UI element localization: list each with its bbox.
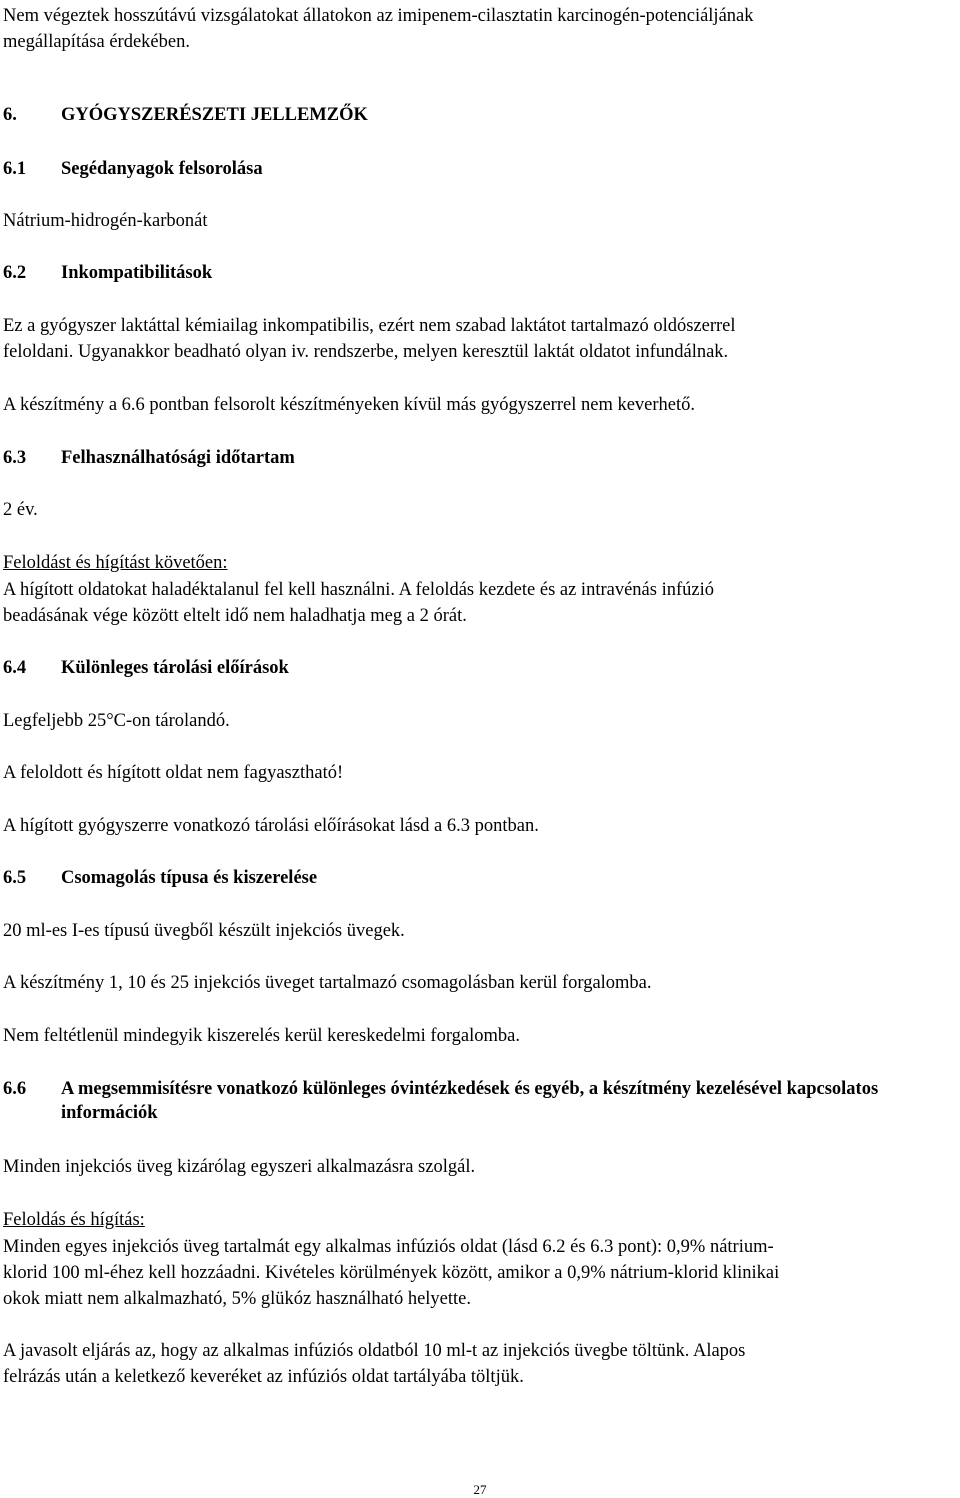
paragraph-line: klorid 100 ml-éhez kell hozzáadni. Kivételes körülmények között, amikor a 0,9% nátrium-klorid klinikai [3,1263,780,1283]
paragraph-line: feloldani. Ugyanakkor beadható olyan iv. rendszerbe, melyen keresztül laktát oldatot infundálnak. [3,342,729,362]
section-title: A megsemmisítésre vonatkozó különleges óvintézkedések és egyéb, a készítmény kezelésével kapcsolatos információk [61,1079,879,1123]
paragraph-line: A feloldott és hígított oldat nem fagyasztható! [3,763,344,783]
section-number: 6.4 [3,658,27,678]
section-6-heading [3,103,368,127]
paragraph-line: Nem feltétlenül mindegyik kiszerelés kerül kereskedelmi forgalomba. [3,1026,520,1046]
section-title: Csomagolás típusa és kiszerelése [61,868,318,888]
intro-line-1: Nem végeztek hosszútávú vizsgálatokat állatokon az imipenem-cilasztatin karcinogén-potenciáljának [3,6,754,26]
paragraph-line: A készítmény 1, 10 és 25 injekciós üveget tartalmazó csomagolásban kerül forgalomba. [3,973,652,993]
intro-line-2: megállapítása érdekében. [3,32,190,52]
paragraph-line: Minden egyes injekciós üveg tartalmát egy alkalmas infúziós oldat (lásd 6.2 és 6.3 pont): 0,9% nátrium- [3,1237,774,1257]
paragraph-line: A készítmény a 6.6 pontban felsorolt készítményeken kívül más gyógyszerrel nem keverhető. [3,395,696,415]
paragraph-line: A javasolt eljárás az, hogy az alkalmas infúziós oldatból 10 ml-t az injekciós üvegbe töltünk. Alapos [3,1341,746,1361]
section-number: 6.5 [3,868,27,888]
paragraph-line: Legfeljebb 25°C-on tárolandó. [3,711,230,731]
section-6-6-heading [3,1077,957,1125]
page-number: 27 [473,1482,487,1497]
section-6-5-heading [3,866,317,890]
paragraph-line: felrázás után a keletkező keveréket az infúziós oldat tartályába töltjük. [3,1367,524,1387]
section-title: GYÓGYSZERÉSZETI JELLEMZŐK [61,105,368,125]
paragraph-line: beadásának vége között eltelt idő nem haladhatja meg a 2 órát. [3,606,467,626]
shelf-life-text: 2 év. [3,500,38,520]
section-title: Különleges tárolási előírások [61,658,289,678]
section-title: Inkompatibilitások [61,263,213,283]
section-title: Felhasználhatósági időtartam [61,448,295,468]
section-title: Segédanyagok felsorolása [61,159,263,179]
section-number: 6.2 [3,263,27,283]
paragraph-line: Minden injekciós üveg kizárólag egyszeri alkalmazásra szolgál. [3,1157,476,1177]
section-number: 6.6 [3,1079,27,1099]
excipient-text: Nátrium-hidrogén-karbonát [3,211,208,231]
section-6-1-heading [3,157,263,181]
section-6-3-heading [3,446,295,470]
section-number: 6.3 [3,448,27,468]
paragraph-line: A hígított gyógyszerre vonatkozó tárolási előírásokat lásd a 6.3 pontban. [3,816,539,836]
section-6-4-heading [3,656,289,680]
section-number: 6. [3,105,17,125]
paragraph-line: A hígított oldatokat haladéktalanul fel kell használni. A feloldás kezdete és az intravénás infúzió [3,580,714,600]
subheading-dilution: Feloldás és hígítás: [3,1210,145,1230]
subheading-reconstitution: Feloldást és hígítást követően: [3,553,228,573]
section-6-2-heading [3,261,212,285]
paragraph-line: Ez a gyógyszer laktáttal kémiailag inkompatibilis, ezért nem szabad laktátot tartalmazó oldószerrel [3,316,736,336]
section-number: 6.1 [3,159,27,179]
paragraph-line: okok miatt nem alkalmazható, 5% glükóz használható helyette. [3,1289,472,1309]
paragraph-line: 20 ml-es I-es típusú üvegből készült injekciós üvegek. [3,921,405,941]
